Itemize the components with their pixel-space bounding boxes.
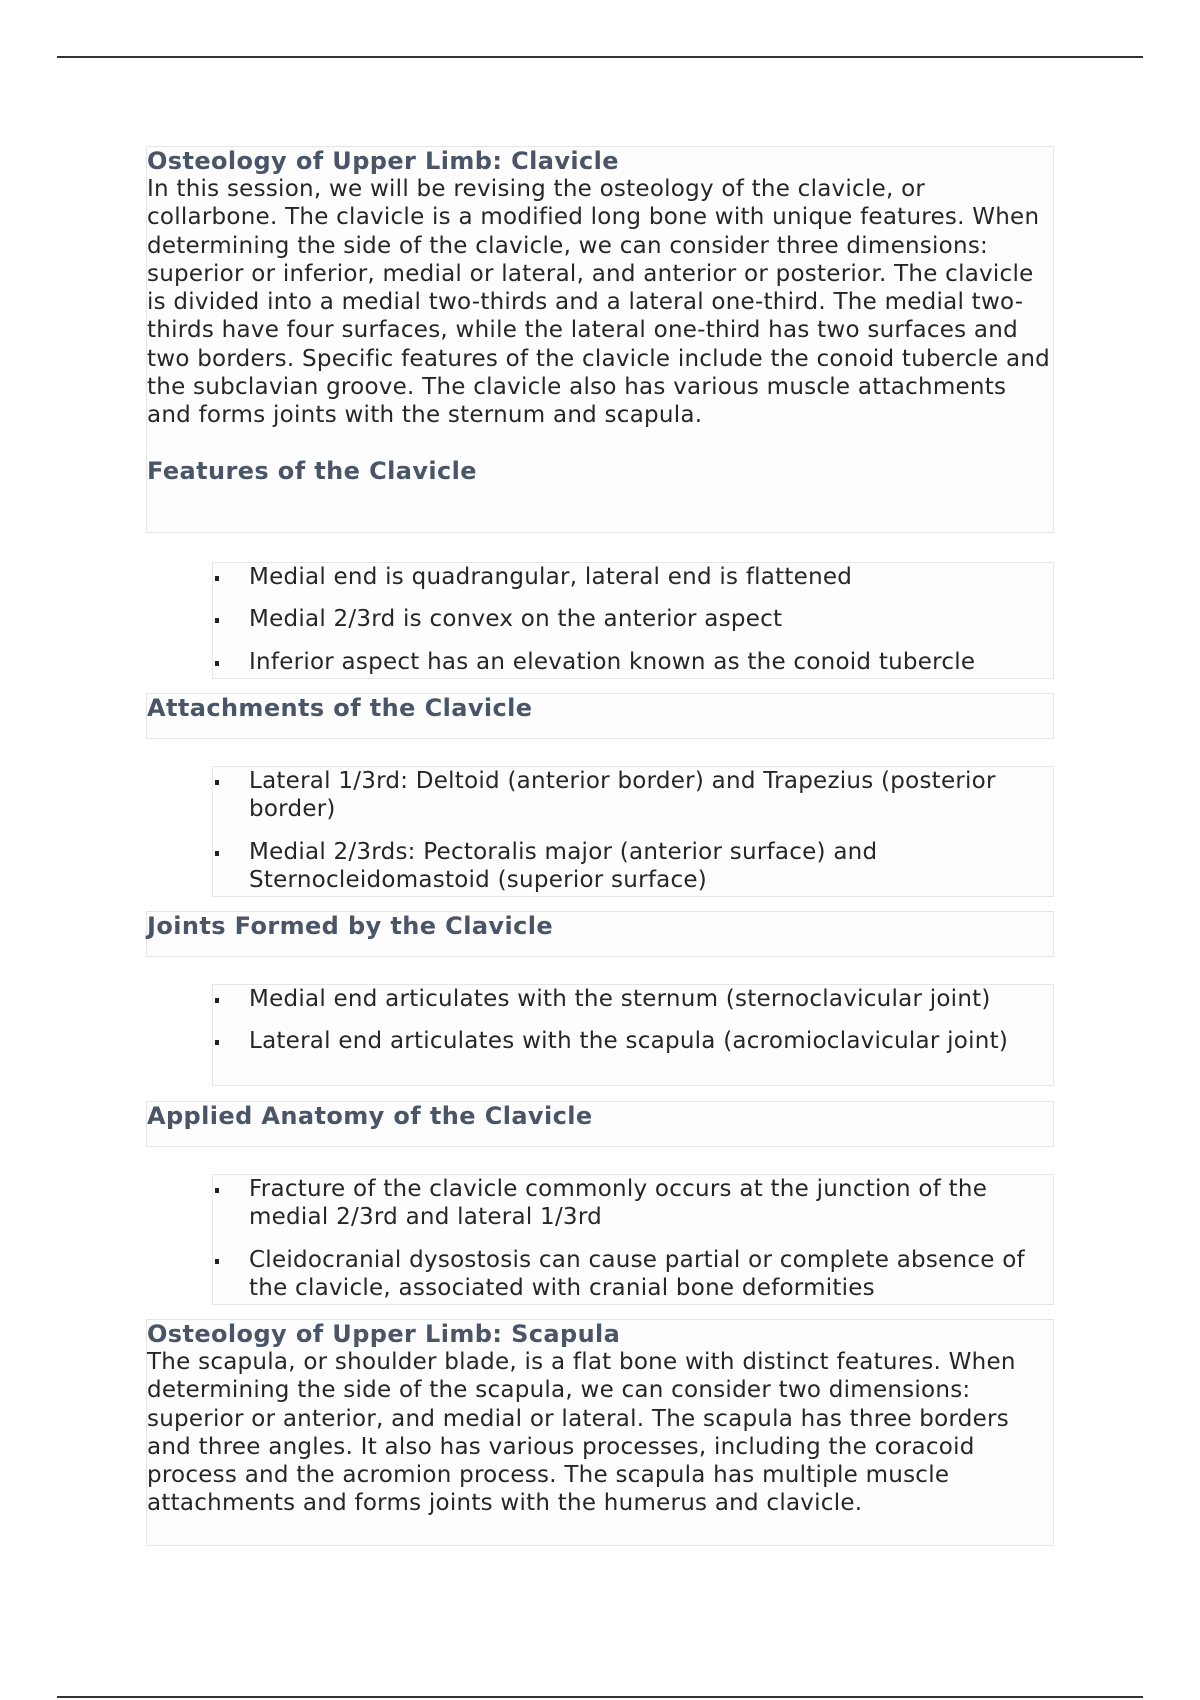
clavicle-intro-section: [146, 146, 1054, 533]
features-heading: Features of the Clavicle: [147, 456, 477, 485]
list-item: Cleidocranial dysostosis can cause partial or complete absence of the clavicle, associated with cranial bone deformities: [213, 1246, 1053, 1303]
top-rule: [57, 56, 1143, 58]
list-item: Medial 2/3rds: Pectoralis major (anterior surface) and Sternocleidomastoid (superior surface): [213, 838, 1053, 895]
section-title: Osteology of Upper Limb: Clavicle: [147, 147, 619, 175]
scapula-section: [146, 1319, 1054, 1546]
section-body: In this session, we will be revising the osteology of the clavicle, or collarbone. The clavicle is a modified long bone with unique features. When determining the side of the clavicle, we can consider three dimensions: superior or inferior, medial or lateral, and anterior or posterior. The clavicle is divided into a medial two-thirds and a lateral one-third. The medial two-thirds have four surfaces, while the lateral one-third has two surfaces and two borders. Specific features of the clavicle include the conoid tubercle and the subclavian groove. The clavicle also has various muscle attachments and forms joints with the sternum and scapula.: [147, 176, 1051, 429]
list-item: Medial end is quadrangular, lateral end is flattened: [213, 563, 1053, 591]
bottom-rule: [57, 1696, 1143, 1698]
attachments-list: [213, 767, 1053, 894]
list-item: Inferior aspect has an elevation known as the conoid tubercle: [213, 648, 1053, 676]
attachments-list-box: [212, 766, 1054, 897]
applied-list: [213, 1175, 1053, 1302]
section-body: The scapula, or shoulder blade, is a flat bone with distinct features. When determining the side of the scapula, we can consider two dimensions: superior or anterior, and medial or lateral. The scapula has three borders and three angles. It also has various processes, including the coracoid process and the acromion process. The scapula has multiple muscle attachments and forms joints with the humerus and clavicle.: [147, 1349, 1016, 1517]
applied-list-box: [212, 1174, 1054, 1305]
joints-list-box: [212, 984, 1054, 1086]
list-item: Lateral end articulates with the scapula (acromioclavicular joint): [213, 1027, 1053, 1055]
features-list: [213, 563, 1053, 676]
attachments-heading-box: [146, 693, 1054, 739]
list-item: Medial 2/3rd is convex on the anterior aspect: [213, 605, 1053, 633]
applied-heading-box: [146, 1101, 1054, 1147]
attachments-heading: Attachments of the Clavicle: [147, 694, 533, 722]
applied-heading: Applied Anatomy of the Clavicle: [147, 1102, 593, 1130]
list-item: Medial end articulates with the sternum (sternoclavicular joint): [213, 985, 1053, 1013]
list-item: Fracture of the clavicle commonly occurs at the junction of the medial 2/3rd and lateral 1/3rd: [213, 1175, 1053, 1232]
list-item: Lateral 1/3rd: Deltoid (anterior border) and Trapezius (posterior border): [213, 767, 1053, 824]
joints-heading: Joints Formed by the Clavicle: [147, 912, 554, 940]
joints-heading-box: [146, 911, 1054, 957]
joints-list: [213, 985, 1053, 1056]
section-title: Osteology of Upper Limb: Scapula: [147, 1320, 621, 1348]
features-list-box: [212, 562, 1054, 679]
